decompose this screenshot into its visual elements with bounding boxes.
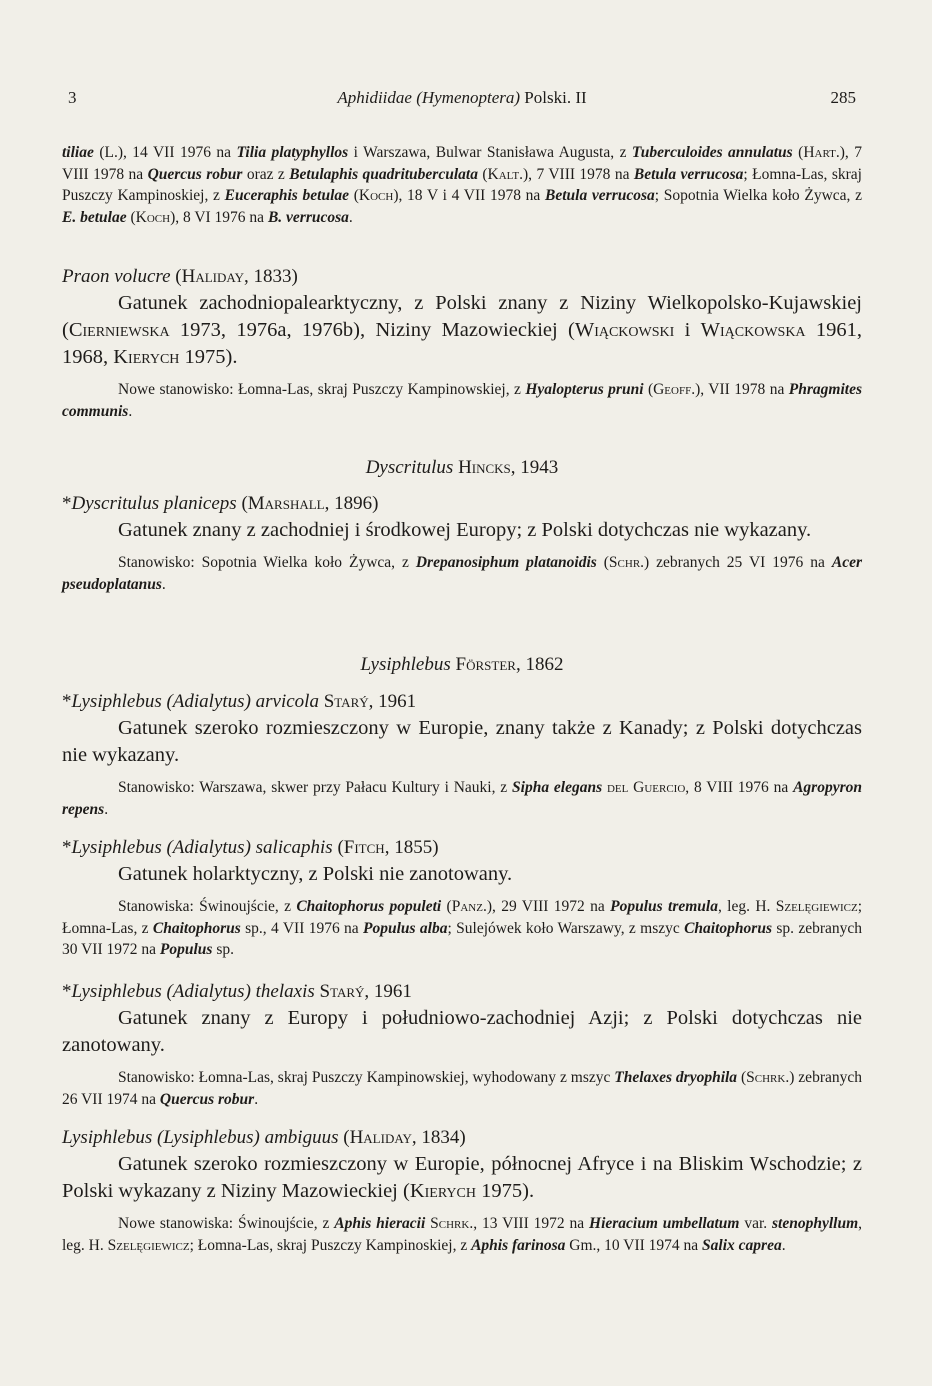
record-text: tiliae (L.), 14 VII 1976 na Tilia platyphyllos i Warszawa, Bulwar Stanisława Augusta, z Tuberculoides annulatus (Hart.), 7 VIII 1978 na Quercus robur oraz z Betulaphis quadrituberculata (Kalt.), 7 VIII 1978 na Betula verrucosa; Łomna-Las, skraj Puszczy Kampinoskiej, z Euceraphis betulae (Koch), 18 V i 4 VII 1978 na Betula verrucosa; Sopotnia Wielka koło Żywca, z E. betulae (Koch), 8 VI 1976 na B. verrucosa. [62, 144, 863, 226]
species-lysiphlebus-ambiguus [62, 1125, 862, 1256]
species-distribution: Gatunek zachodniopalearktyczny, z Polski znany z Niziny Wielkopolsko-Kujawskiej (Cierniewska 1973, 1976a, 1976b), Niziny Mazowieckiej (Wiąckowski i Wiąckowska 1961, 1968, Kierych 1975). [62, 292, 862, 368]
species-distribution: Gatunek szeroko rozmieszczony w Europie, północnej Afryce i na Bliskim Wschodzie; z Polski wykazany z Niziny Mazowieckiej (Kierych 1975). [62, 1153, 862, 1202]
species-title: *Dyscritulus planiceps (Marshall, 1896) [62, 493, 379, 514]
species-praon-volucre [62, 264, 862, 422]
species-distribution: Gatunek holarktyczny, z Polski nie zanotowany. [118, 863, 513, 885]
page-header [68, 88, 856, 116]
species-locality: Nowe stanowisko: Łomna-Las, skraj Puszczy Kampinowskiej, z Hyalopterus pruni (Geoff.), VII 1978 na Phragmites communis. [62, 381, 862, 420]
species-title: *Lysiphlebus (Adialytus) salicaphis (Fitch, 1855) [62, 837, 439, 858]
species-distribution: Gatunek szeroko rozmieszczony w Europie, znany także z Kanady; z Polski dotychczas nie wykazany. [62, 717, 862, 766]
species-title: Praon volucre (Haliday, 1833) [62, 266, 298, 287]
species-lysiphlebus-thelaxis [62, 979, 862, 1110]
species-lysiphlebus-arvicola [62, 689, 862, 820]
species-locality: Nowe stanowiska: Świnoujście, z Aphis hieracii Schrk., 13 VIII 1972 na Hieracium umbellatum var. stenophyllum, leg. H. Szelęgiewicz; Łomna-Las, skraj Puszczy Kampinoskiej, z Aphis farinosa Gm., 10 VII 1974 na Salix caprea. [62, 1215, 863, 1254]
running-title: Aphidiidae (Hymenoptera) Polski. II [337, 88, 587, 107]
genus-heading-dyscritulus: Dyscritulus Hincks, 1943 [365, 457, 559, 478]
species-title: *Lysiphlebus (Adialytus) thelaxis Starý, 1961 [62, 981, 412, 1002]
species-locality: Stanowisko: Warszawa, skwer przy Pałacu Kultury i Nauki, z Sipha elegans del Guercio, 8 VIII 1976 na Agropyron repens. [62, 779, 862, 818]
species-dyscritulus-planiceps [62, 491, 862, 595]
species-distribution: Gatunek znany z zachodniej i środkowej Europy; z Polski dotychczas nie wykazany. [118, 519, 812, 541]
paragraph-continuation [62, 142, 862, 228]
page-number: 285 [830, 88, 856, 107]
genus-heading-lysiphlebus: Lysiphlebus Förster, 1862 [360, 654, 564, 675]
section-number: 3 [68, 88, 77, 107]
species-title: Lysiphlebus (Lysiphlebus) ambiguus (Haliday, 1834) [62, 1127, 466, 1148]
species-locality: Stanowisko: Łomna-Las, skraj Puszczy Kampinowskiej, wyhodowany z mszyc Thelaxes dryophila (Schrk.) zebranych 26 VII 1974 na Quercus robur. [62, 1069, 862, 1108]
species-locality: Stanowisko: Sopotnia Wielka koło Żywca, z Drepanosiphum platanoidis (Schr.) zebranych 25 VI 1976 na Acer pseudoplatanus. [62, 554, 862, 593]
species-locality: Stanowiska: Świnoujście, z Chaitophorus populeti (Panz.), 29 VIII 1972 na Populus tremula, leg. H. Szelęgiewicz; Łomna-Las, z Chaitophorus sp., 4 VII 1976 na Populus alba; Sulejówek koło Warszawy, z mszyc Chaitophorus sp. zebranych 30 VII 1972 na Populus sp. [62, 898, 863, 958]
species-lysiphlebus-salicaphis [62, 835, 862, 961]
species-distribution: Gatunek znany z Europy i południowo-zachodniej Azji; z Polski dotychczas nie zanotowany. [62, 1007, 862, 1056]
species-title: *Lysiphlebus (Adialytus) arvicola Starý, 1961 [62, 691, 417, 712]
